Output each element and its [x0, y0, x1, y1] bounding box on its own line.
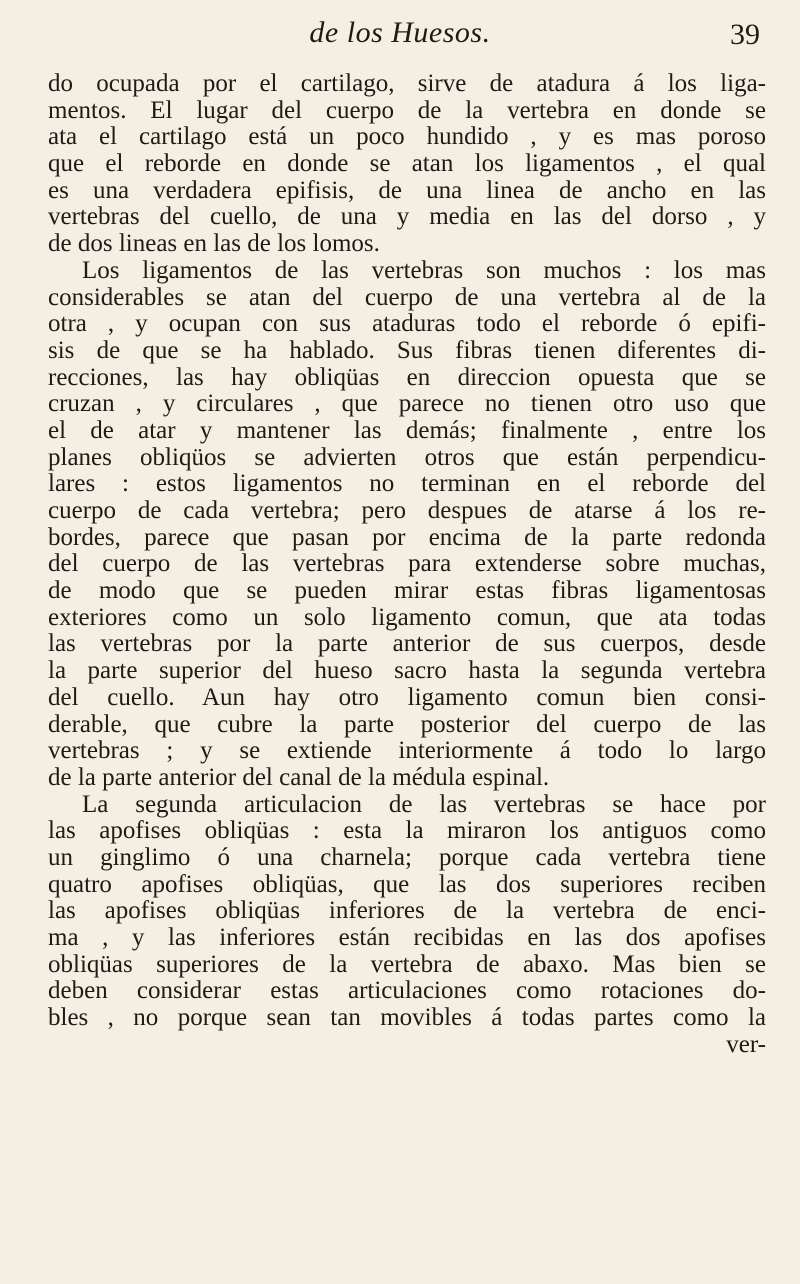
text-line: de la parte anterior del canal de la médula espinal. [48, 764, 550, 791]
running-title: de los Huesos. [309, 16, 491, 49]
text-line: planes obliqüos se advierten otros que están perpendicu- [48, 444, 766, 471]
text-line: La segunda articulacion de las vertebras se hace por [82, 791, 766, 818]
text-line: exteriores como un solo ligamento comun, que ata todas [48, 604, 766, 631]
body-text [48, 71, 766, 1058]
text-line: las apofises obliqüas : esta la miraron los antiguos como [48, 818, 766, 845]
text-line: del cuerpo de las vertebras para extenderse sobre muchas, [48, 551, 766, 578]
text-line: quatro apofises obliqüas, que las dos superiores reciben [48, 871, 766, 898]
text-line: de dos lineas en las de los lomos. [48, 231, 380, 258]
text-line: cuerpo de cada vertebra; pero despues de atarse á los re- [48, 498, 766, 524]
text-line: de modo que se pueden mirar estas fibras ligamentosas [48, 578, 766, 605]
text-line: que el reborde en donde se atan los ligamentos , el qual [48, 151, 766, 178]
text-line: un ginglimo ó una charnela; porque cada vertebra tiene [48, 844, 766, 871]
text-line: ma , y las inferiores están recibidas en las dos apofises [48, 925, 766, 951]
text-line: do ocupada por el cartilago, sirve de atadura á los liga- [48, 71, 766, 97]
text-line: otra , y ocupan con sus ataduras todo el reborde ó epifi- [48, 311, 766, 338]
text-line: vertebras ; y se extiende interiormente á todo lo largo [48, 738, 766, 765]
page-header [0, 6, 800, 56]
text-line: es una verdadera epifisis, de una linea de ancho en las [48, 177, 766, 204]
text-line: lares : estos ligamentos no terminan en el reborde del [48, 471, 766, 498]
text-line: las apofises obliqüas inferiores de la vertebra de enci- [48, 898, 766, 925]
text-line: derable, que cubre la parte posterior del cuerpo de las [48, 711, 766, 738]
text-line: la parte superior del hueso sacro hasta la segunda vertebra [48, 658, 766, 685]
text-line: mentos. El lugar del cuerpo de la vertebra en donde se [48, 97, 766, 124]
text-line: el de atar y mantener las demás; finalmente , entre los [48, 417, 766, 444]
text-line: Los ligamentos de las vertebras son muchos : los mas [82, 257, 766, 284]
text-line: cruzan , y circulares , que parece no tienen otro uso que [48, 391, 766, 418]
text-line: bles , no porque sean tan movibles á todas partes como la [48, 1005, 766, 1032]
text-line: recciones, las hay obliqüas en direccion opuesta que se [48, 364, 766, 391]
text-line: del cuello. Aun hay otro ligamento comun bien consi- [48, 684, 766, 711]
text-line: sis de que se ha hablado. Sus fibras tienen diferentes di- [48, 337, 766, 364]
text-line: ata el cartilago está un poco hundido , y es mas poroso [48, 124, 766, 151]
catchword: ver- [726, 1031, 766, 1058]
text-line: deben considerar estas articulaciones como rotaciones do- [48, 978, 766, 1005]
text-line: vertebras del cuello, de una y media en las del dorso , y [48, 204, 766, 231]
text-line: considerables se atan del cuerpo de una vertebra al de la [48, 284, 766, 311]
text-line: obliqüas superiores de la vertebra de abaxo. Mas bien se [48, 951, 766, 978]
text-line: las vertebras por la parte anterior de sus cuerpos, desde [48, 631, 766, 658]
page-number: 39 [730, 18, 760, 51]
text-line: bordes, parece que pasan por encima de la parte redonda [48, 524, 766, 551]
